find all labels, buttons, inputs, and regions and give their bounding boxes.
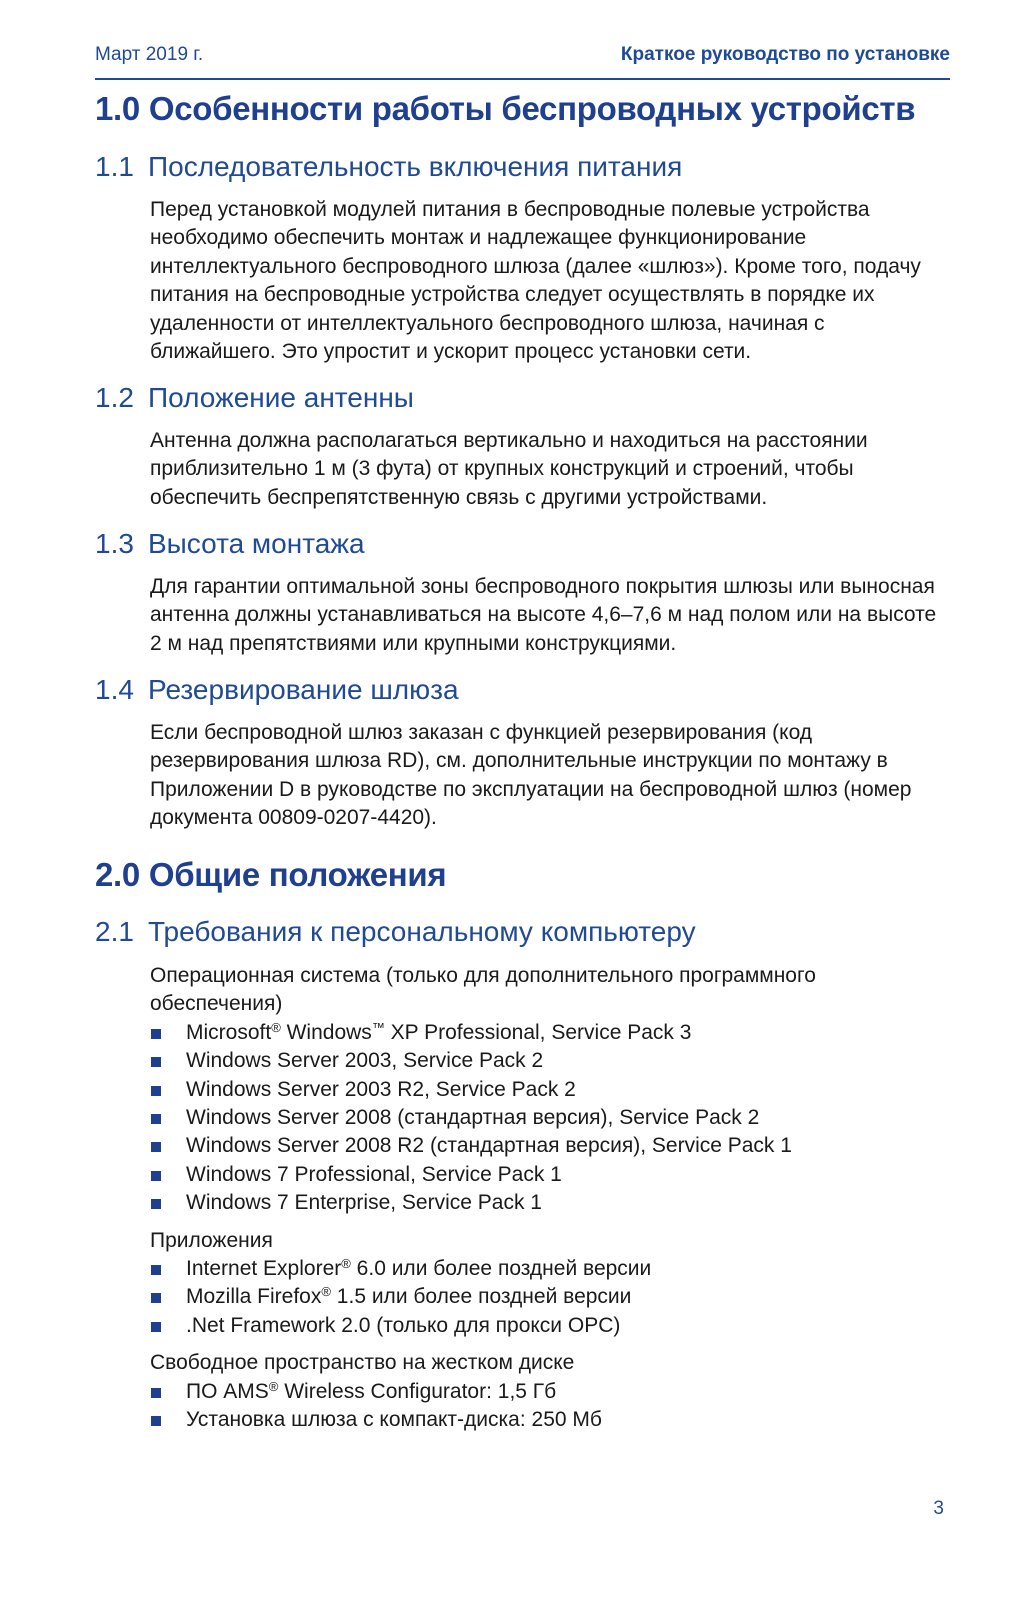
- list-item: ПО AMS® Wireless Configurator: 1,5 Гб: [150, 1378, 950, 1406]
- list-item: Windows Server 2008 R2 (стандартная версия), Service Pack 1: [150, 1132, 950, 1160]
- section-number: 2.1: [95, 916, 134, 947]
- header-date: Март 2019 г.: [95, 44, 204, 65]
- section-1-1-body: [150, 196, 950, 366]
- list-item: Windows Server 2003, Service Pack 2: [150, 1047, 950, 1075]
- section-heading-text: Резервирование шлюза: [148, 674, 459, 705]
- section-number: 1.4: [95, 674, 134, 705]
- paragraph: Перед установкой модулей питания в беспроводные полевые устройства необходимо обеспечить монтаж и надлежащее функционирование интеллектуального беспроводного шлюза (далее «шлюз»). Кроме того, подачу питания на беспроводные устройства следует осуществлять в порядке их удаленности от интеллектуального беспроводного шлюза, начиная с ближайшего. Это упростит и ускорит процесс установки сети.: [150, 198, 921, 364]
- section-number: 1.2: [95, 382, 134, 413]
- section-1-4-title: [95, 674, 459, 706]
- page-number: 3: [933, 1498, 944, 1519]
- paragraph: Для гарантии оптимальной зоны беспроводного покрытия шлюзы или выносная антенна должны устанавливаться на высоте 4,6–7,6 м над полом или на высоте 2 м над препятствиями или крупными конструкциями.: [150, 575, 937, 655]
- list-item: Internet Explorer® 6.0 или более поздней версии: [150, 1255, 950, 1283]
- apps-list: [150, 1255, 950, 1340]
- section-1-2-title: [95, 382, 414, 414]
- section-1-1-title: [95, 151, 682, 183]
- section-heading-text: Положение антенны: [148, 382, 414, 413]
- list-item: Windows Server 2003 R2, Service Pack 2: [150, 1076, 950, 1104]
- disk-label: Свободное пространство на жестком диске: [150, 1351, 575, 1375]
- section-1-title: 1.0 Особенности работы беспроводных устройств: [95, 90, 916, 127]
- section-heading-text: Требования к персональному компьютеру: [148, 916, 696, 947]
- section-1-4-body: [150, 719, 950, 833]
- paragraph: Антенна должна располагаться вертикально и находиться на расстоянии приблизительно 1 м (3 фута) от крупных конструкций и строений, чтобы обеспечить беспрепятственную связь с другими устройствами.: [150, 429, 868, 509]
- list-item: Windows 7 Enterprise, Service Pack 1: [150, 1189, 950, 1217]
- trademark-mark: ™: [371, 1019, 385, 1035]
- section-1-3-title: [95, 528, 365, 560]
- list-item: Microsoft® Windows™ XP Professional, Service Pack 3: [150, 1019, 950, 1047]
- list-item: Windows 7 Professional, Service Pack 1: [150, 1161, 950, 1189]
- section-2-title: 2.0 Общие положения: [95, 856, 447, 893]
- section-2-1-body: [150, 962, 950, 1435]
- disk-list: [150, 1378, 950, 1435]
- header-doc-title: Краткое руководство по установке: [620, 44, 950, 65]
- section-heading-text: Последовательность включения питания: [148, 151, 683, 182]
- section-number: 1.3: [95, 528, 134, 559]
- registered-mark: ®: [321, 1284, 331, 1300]
- registered-mark: ®: [268, 1378, 279, 1394]
- os-label: Операционная система (только для дополнительного программного обеспечения): [150, 964, 816, 1016]
- list-item: Установка шлюза с компакт-диска: 250 Мб: [150, 1406, 950, 1434]
- section-heading-text: Высота монтажа: [148, 528, 365, 559]
- list-item: Windows Server 2008 (стандартная версия), Service Pack 2: [150, 1104, 950, 1132]
- apps-label: Приложения: [150, 1228, 273, 1252]
- os-list: [150, 1019, 950, 1218]
- section-1-3-body: [150, 573, 950, 658]
- section-number: 1.1: [95, 151, 134, 182]
- section-2-1-title: [95, 916, 696, 948]
- registered-mark: ®: [341, 1256, 351, 1272]
- list-item: Mozilla Firefox® 1.5 или более поздней версии: [150, 1283, 950, 1311]
- list-item: .Net Framework 2.0 (только для прокси OPC): [150, 1312, 950, 1340]
- header-rule: [95, 78, 950, 80]
- section-1-2-body: [150, 427, 950, 512]
- paragraph: Если беспроводной шлюз заказан с функцией резервирования (код резервирования шлюза RD), см. дополнительные инструкции по монтажу в Приложении D в руководстве по эксплуатации на беспроводной шлюз (номер документа 00809-0207-4420).: [150, 721, 912, 830]
- registered-mark: ®: [271, 1019, 281, 1035]
